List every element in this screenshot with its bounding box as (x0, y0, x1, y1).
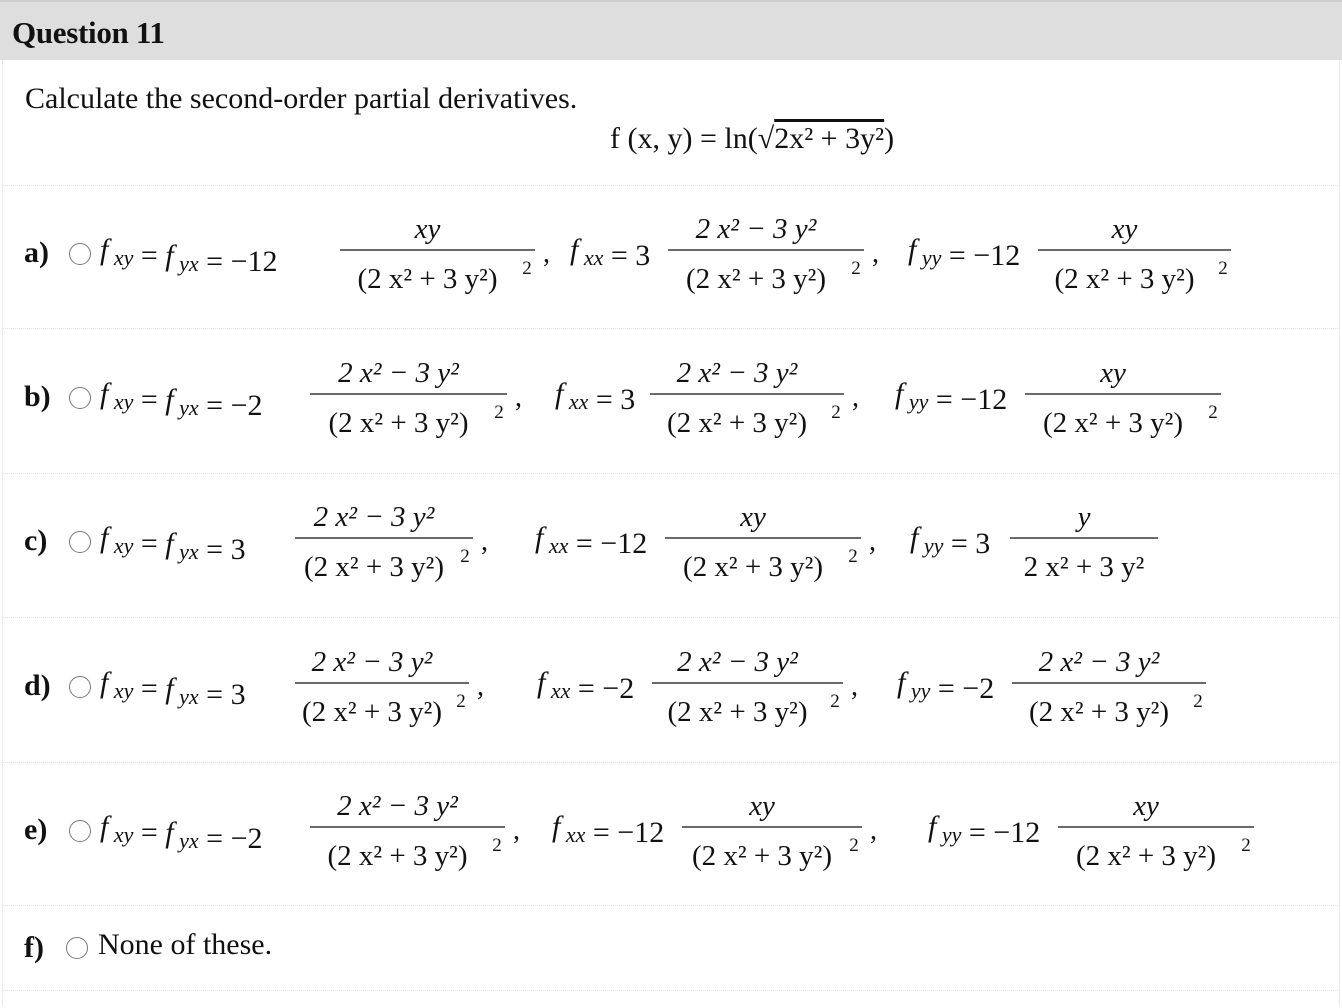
option-a-term-1-comma: , (543, 238, 550, 269)
function-definition (610, 122, 894, 156)
option-a-term-2-exponent: 2 (851, 258, 861, 279)
option-c-term-2-comma: , (869, 526, 876, 557)
option-e-term-1-label: f $_{xy}$ = f $_{yx}$ = −2 (100, 810, 263, 855)
option-d-term-1-exponent: 2 (456, 691, 466, 712)
function-radicand: 2x² + 3y² (774, 122, 885, 155)
option-e-term-1-denominator: (2 x² + 3 y²) (327, 840, 468, 872)
option-e-term-2-exponent: 2 (849, 835, 859, 856)
option-d-radio[interactable] (69, 676, 91, 698)
option-d-term-3-exponent: 2 (1193, 691, 1203, 712)
option-b-term-2-label: f $_{xx}$ = 3 (555, 377, 636, 416)
option-e-term-3-label: f $_{yy}$ = −12 (928, 810, 1041, 849)
option-b-term-2-comma: , (852, 382, 859, 413)
option-e-term-3-numerator: xy (1133, 790, 1159, 822)
option-b-term-3-label: f $_{yy}$ = −12 (895, 377, 1008, 416)
option-c-term-2-label: f $_{xx}$ = −12 (535, 521, 648, 560)
option-e-term-2-numerator: xy (749, 790, 775, 822)
option-c-radio[interactable] (69, 531, 91, 553)
option-a-term-2-comma: , (872, 238, 879, 269)
option-a-radio[interactable] (69, 243, 91, 265)
option-e-term-1-numerator: 2 x² − 3 y² (337, 790, 458, 822)
option-b-term-1-comma: , (515, 382, 522, 413)
divider (2, 185, 1340, 186)
option-b-term-3-numerator: xy (1100, 357, 1126, 389)
option-b-term-3-denominator: (2 x² + 3 y²) (1042, 407, 1184, 439)
question-body (2, 60, 1340, 1006)
option-d-term-1-label: f $_{xy}$ = f $_{yx}$ = 3 (100, 666, 246, 711)
option-e-term-1-comma: , (513, 815, 520, 846)
option-d-term-2-comma: , (851, 671, 858, 702)
option-c-term-1-label: f $_{xy}$ = f $_{yx}$ = 3 (100, 521, 246, 566)
option-b-term-1-denominator: (2 x² + 3 y²) (328, 407, 469, 439)
option-c-term-2-denominator: (2 x² + 3 y²) (682, 551, 824, 583)
option-a-term-3-exponent: 2 (1218, 258, 1228, 279)
option-b-term-1-exponent: 2 (494, 402, 504, 423)
option-e-term-2-label: f $_{xx}$ = −12 (552, 810, 665, 849)
option-e-term-1-exponent: 2 (492, 835, 502, 856)
option-b-term-3-exponent: 2 (1208, 402, 1218, 423)
option-c-term-1-numerator: 2 x² − 3 y² (313, 501, 435, 533)
question-title: Question 11 (12, 15, 165, 50)
option-c-term-3-label: f $_{yy}$ = 3 (910, 521, 991, 560)
divider (2, 905, 1340, 906)
option-a-term-3-denominator: (2 x² + 3 y²) (1054, 263, 1195, 295)
option-f-label: None of these. (98, 928, 273, 961)
divider (2, 990, 1340, 991)
option-c-letter: c) (24, 524, 48, 557)
option-a-term-3-label: f $_{yy}$ = −12 (908, 233, 1021, 272)
option-e-radio[interactable] (69, 820, 91, 842)
option-a-term-1-label: f $_{xy}$ = f $_{yx}$ = −12 (100, 233, 278, 278)
option-e-term-3-denominator: (2 x² + 3 y²) (1075, 840, 1217, 872)
option-a-term-3-numerator: xy (1111, 213, 1138, 245)
divider (2, 762, 1340, 763)
option-e-letter: e) (24, 813, 48, 846)
question-header (0, 0, 1342, 60)
divider (2, 328, 1340, 329)
option-b-term-2-exponent: 2 (831, 402, 841, 423)
option-a-term-1-exponent: 2 (522, 258, 532, 279)
option-d-letter: d) (24, 669, 51, 702)
option-c-term-1-comma: , (481, 526, 488, 557)
option-b-radio[interactable] (69, 387, 91, 409)
option-e-term-3-exponent: 2 (1241, 835, 1251, 856)
option-a-term-1-numerator: xy (414, 213, 441, 245)
option-e-term-2-comma: , (870, 815, 877, 846)
function-rhs: ) (884, 122, 895, 155)
option-d-term-2-numerator: 2 x² − 3 y² (677, 646, 798, 678)
option-b-letter: b) (24, 380, 51, 413)
divider (2, 473, 1340, 474)
option-c-term-3-denominator: 2 x² + 3 y² (1023, 551, 1145, 583)
option-a-term-2-denominator: (2 x² + 3 y²) (685, 263, 827, 295)
option-e-term-2-denominator: (2 x² + 3 y²) (691, 840, 833, 872)
option-d-term-2-label: f $_{xx}$ = −2 (537, 666, 635, 705)
option-f-letter: f) (24, 931, 44, 964)
divider (2, 617, 1340, 618)
option-b-term-1-numerator: 2 x² − 3 y² (338, 357, 459, 389)
option-d-term-2-exponent: 2 (830, 691, 840, 712)
option-d-term-3-denominator: (2 x² + 3 y²) (1028, 696, 1170, 728)
option-d-term-2-denominator: (2 x² + 3 y²) (667, 696, 808, 728)
option-d-term-1-numerator: 2 x² − 3 y² (311, 646, 433, 678)
option-d-term-1-denominator: (2 x² + 3 y²) (301, 696, 443, 728)
option-d-term-3-label: f $_{yy}$ = −2 (897, 666, 995, 705)
option-a-letter: a) (24, 236, 49, 269)
option-c-term-2-exponent: 2 (848, 546, 858, 567)
option-c-term-2-numerator: xy (740, 501, 766, 533)
option-b-term-1-label: f $_{xy}$ = f $_{yx}$ = −2 (100, 377, 263, 422)
option-a-term-2-label: f $_{xx}$ = 3 (570, 233, 651, 272)
option-b-term-2-denominator: (2 x² + 3 y²) (666, 407, 808, 439)
option-d-term-1-comma: , (477, 671, 484, 702)
option-d-term-3-numerator: 2 x² − 3 y² (1038, 646, 1160, 678)
option-b-term-2-numerator: 2 x² − 3 y² (676, 357, 798, 389)
option-a-term-1-denominator: (2 x² + 3 y²) (357, 263, 498, 295)
question-prompt: Calculate the second-order partial derivatives. (25, 82, 578, 115)
function-lhs: f (x, y) = ln(√ (610, 122, 775, 155)
option-f-radio[interactable] (66, 937, 88, 959)
option-c-term-1-exponent: 2 (460, 546, 470, 567)
option-a-term-2-numerator: 2 x² − 3 y² (695, 213, 817, 245)
option-c-term-1-denominator: (2 x² + 3 y²) (303, 551, 445, 583)
option-c-term-3-numerator: y (1077, 501, 1091, 533)
